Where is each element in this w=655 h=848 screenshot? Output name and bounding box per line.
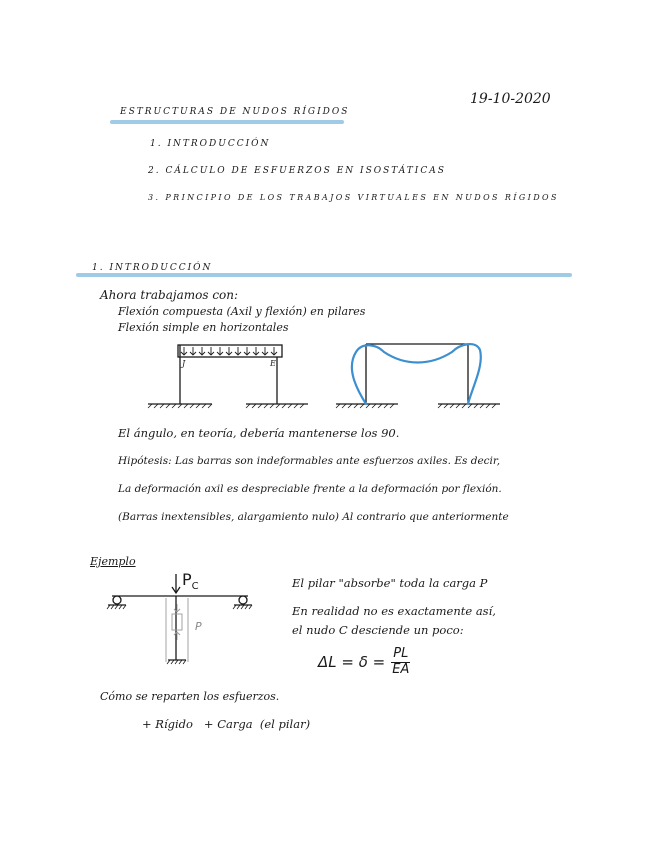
ground-left-1 bbox=[148, 404, 212, 408]
intro-line-2: Flexión compuesta (Axil y flexión) en pilares bbox=[118, 305, 366, 318]
section-heading: 1. INTRODUCCIÓN bbox=[92, 263, 213, 273]
date: 19-10-2020 bbox=[470, 91, 551, 107]
example-text-1: El pilar "absorbe" toda la carga P bbox=[292, 576, 488, 590]
ground-left-2 bbox=[336, 404, 398, 408]
ground-right-2 bbox=[438, 404, 500, 408]
frame-deformed-shape bbox=[352, 344, 481, 404]
frame-undeformed bbox=[148, 345, 308, 408]
formula-lhs: ΔL = δ = bbox=[318, 653, 386, 671]
toc-item-3: 3. PRINCIPIO DE LOS TRABAJOS VIRTUALES EN NUDOS RÍGIDOS bbox=[148, 193, 559, 202]
intro-line-3: Flexión simple en horizontales bbox=[118, 321, 289, 334]
formula-fraction bbox=[391, 647, 410, 677]
formula-denominator: EA bbox=[392, 661, 410, 677]
page-title: ESTRUCTURAS DE NUDOS RÍGIDOS bbox=[120, 107, 350, 117]
frame-reference bbox=[336, 344, 500, 408]
example-structure bbox=[107, 574, 252, 664]
note-line-3: La deformación axil es despreciable frente a la deformación por flexión. bbox=[118, 483, 502, 495]
toc-item-2: 2. CÁLCULO DE ESFUERZOS EN ISOSTÁTICAS bbox=[148, 166, 446, 176]
closing-line-1: Cómo se reparten los esfuerzos. bbox=[100, 690, 280, 703]
intro-line-1: Ahora trabajamos con: bbox=[100, 288, 239, 302]
load-label bbox=[182, 572, 199, 592]
column-force-label: P bbox=[195, 620, 202, 633]
note-line-2: Hipótesis: Las barras son indeformables ante esfuerzos axiles. Es decir, bbox=[118, 455, 501, 467]
example-text-2: En realidad no es exactamente así, bbox=[292, 604, 496, 618]
example-text-3: el nudo C desciende un poco: bbox=[292, 623, 464, 637]
closing-line-2: + Rígido + Carga (el pilar) bbox=[142, 717, 311, 731]
formula-numerator: PL bbox=[393, 646, 409, 662]
note-line-4: (Barras inextensibles, alargamiento nulo) Al contrario que anteriormente bbox=[118, 511, 509, 523]
example-heading: Ejemplo bbox=[90, 555, 136, 568]
load-label-p: P bbox=[182, 570, 192, 589]
load-label-subscript: C bbox=[191, 581, 199, 593]
fig1-label-right: E bbox=[270, 359, 276, 368]
ground-right-1 bbox=[246, 404, 308, 408]
distributed-load-arrows bbox=[181, 347, 277, 355]
note-line-1: El ángulo, en teoría, debería mantenerse los 90. bbox=[118, 426, 400, 440]
fig1-label-left: J bbox=[182, 359, 186, 368]
toc-item-1: 1. INTRODUCCIÓN bbox=[150, 139, 271, 149]
formula bbox=[318, 644, 410, 680]
example-column-diagram bbox=[166, 598, 188, 662]
